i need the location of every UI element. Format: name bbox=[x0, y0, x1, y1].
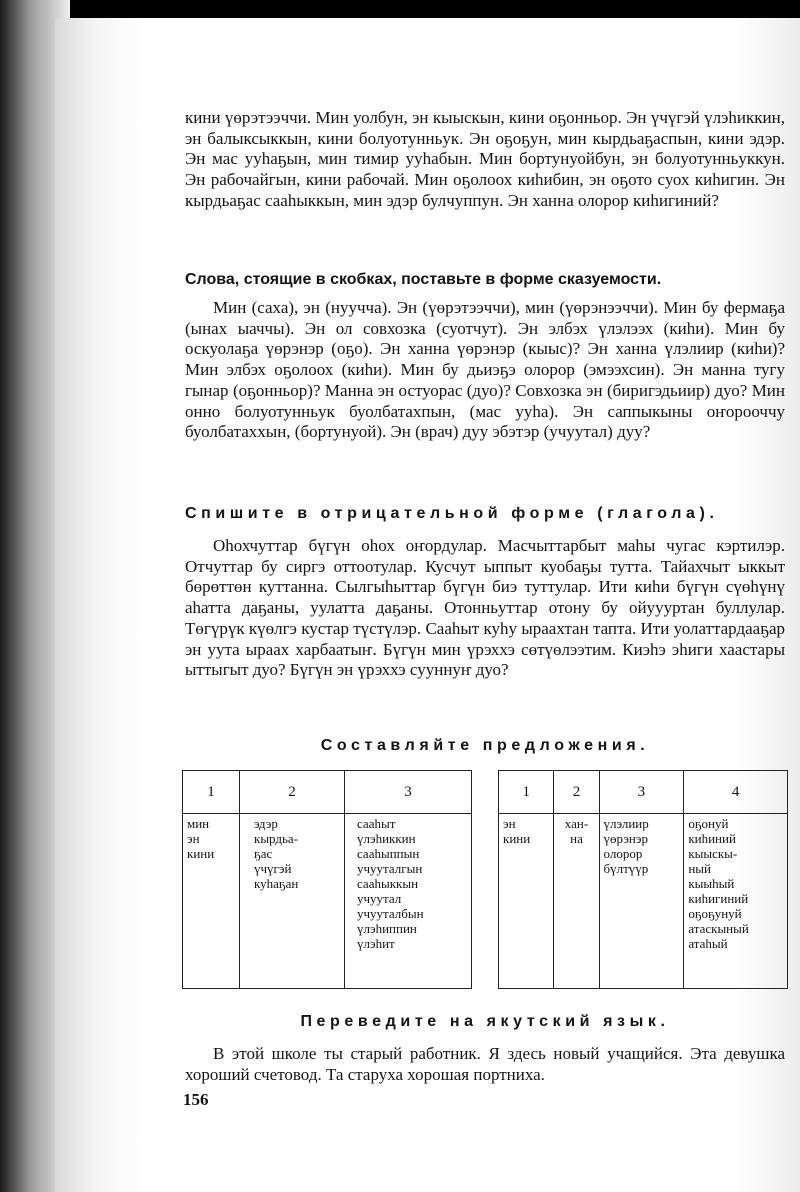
table-right-col1: эн кини bbox=[499, 814, 554, 989]
heading-1: Слова, стоящие в скобках, поставьте в форме сказуемости. bbox=[185, 271, 662, 288]
paragraph-2: Мин (саха), эн (нууччa). Эн (үөрэтээччи), мин (үөрэнээччи). Мин бу фермаҕа (ынах ыаччы). Эн ол совхозка (суотчут). Эн элбэх үлэлээх (киһи). Мин бу оскуолаҕа үөрэнэр (оҕо). Эн ханна үөрэнэр (кыыс)? Эн ханна үлэлиир (киһи)? Мин элбэх оҕолоох (киһи). Мин бу дьиэҕэ олорор (эмээхсин). Эн манна тугу гынар (оҕонньор)? Манна эн остуорас (дуо)? Совхозка эн (биригэдьиир) дуо? Мин онно болуотунньук буолбатахпын, (мас ууһа). Эн саппыкыны оҥорооччу буолбатаххын, (бортунуой). Эн (врач) дуу эбэтэр (учуутал) дуу? bbox=[185, 298, 785, 442]
table-right-col3: үлэлиир үөрэнэр олорор бүлтүүр bbox=[599, 814, 684, 989]
table-left-col1: мин эн кини bbox=[183, 814, 240, 989]
table-right-header-4: 4 bbox=[684, 771, 788, 814]
paragraph-4: В этой школе ты старый работник. Я здесь новый учащийся. Эта девушка хороший счетовод. Та старуха хорошая портниха. bbox=[185, 1044, 785, 1084]
heading-3: Составляйте предложения. bbox=[320, 737, 650, 754]
table-left-header-3: 3 bbox=[345, 771, 472, 814]
table-left-header-1: 1 bbox=[183, 771, 240, 814]
table-right bbox=[498, 770, 788, 989]
table-right-header-2: 2 bbox=[554, 771, 599, 814]
heading-sklonenie bbox=[185, 270, 785, 291]
page-number: 156 bbox=[183, 1090, 209, 1109]
paragraph-1: кини үөрэтээччи. Мин уолбун, эн кыыскын, кини оҕонньор. Эн үчүгэй үлэһиккин, эн балыксыккын, кини болуотунньук. Эн оҕоҕун, мин кырдьаҕаспын, кини эдэр. Эн мас ууһаҕын, мин тимир ууһабын. Мин бортунуойбун, эн болуотунньуккун. Эн рабочайгын, кини рабочай. Мин оҕолоох киһибин, эн оҕото суох киһигин. Эн кырдьаҕас сааһыккын, мин эдэр булчуппун. Эн ханна олорор киһигиний? bbox=[185, 108, 785, 210]
heading-translate bbox=[185, 1012, 785, 1033]
table-left-header-2: 2 bbox=[240, 771, 345, 814]
table-left-col3: сааһыт үлэһиккин сааһыппын учууталгын сааһыккын учуутал учууталбын үлэһиппин үлэһит bbox=[345, 814, 472, 989]
paragraph-3: Оһохчуттар бүгүн оһох оҥордулар. Масчыттарбыт маһы чугас кэртилэр. Отчуттар бу сиргэ оттоотулар. Кусчут ыппыт куобаҕы тутта. Тайахчыт ыккыт бөрөттөн куттанна. Сылгыһыттар бүгүн биэ туттулар. Ити киһи бүгүн сүөһүнү аһатта даҕаны, уулатта даҕаны. Отонньуттар отону бу ойуууртан буллулар. Төгүрүк күөлгэ кустар түстүлэр. Сааһыт куһу ыраахтан таптa. Ити уолаттардааҕар эн уута ыраах харбаатыҥ. Бүгүн мин үрэххэ сөтүөлээтим. Киэһэ эһиги хаастары ыттыгыт дуо? Бүгүн эн үрэххэ сууннуҥ дуо? bbox=[185, 536, 785, 680]
table-left-col2: эдэр кырдьа- ҕас үчүгэй куһаҕан bbox=[240, 814, 345, 989]
table-right-col4: оҕонуй киһиний кыыскы- ный кыыһый киһигиний оҕоҕунуй атаскыный атаһый bbox=[684, 814, 788, 989]
heading-2: Спишите в отрицательной форме (глагола). bbox=[185, 505, 719, 522]
table-right-header-1: 1 bbox=[499, 771, 554, 814]
table-right-header-3: 3 bbox=[599, 771, 684, 814]
heading-negative bbox=[185, 504, 785, 525]
table-left bbox=[182, 770, 472, 989]
heading-compose bbox=[185, 736, 785, 757]
heading-4: Переведите на якутский язык. bbox=[300, 1013, 670, 1030]
table-right-col2: хан- на bbox=[554, 814, 599, 989]
